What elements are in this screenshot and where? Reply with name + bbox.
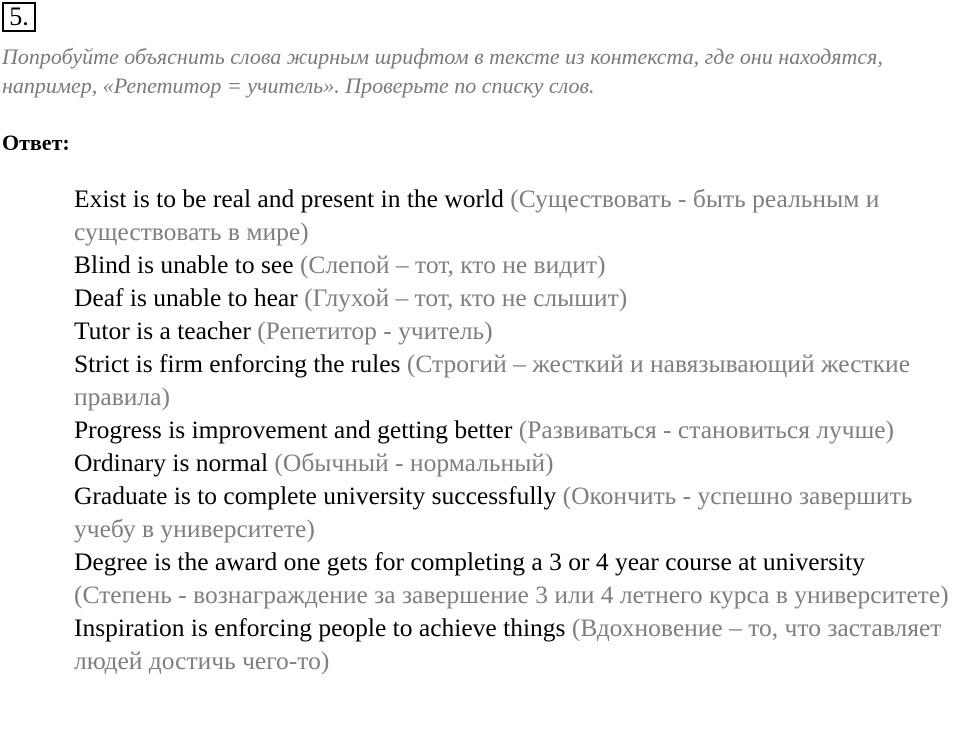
answer-entry	[74, 611, 960, 677]
english-definition: Deaf is unable to hear	[74, 283, 298, 312]
russian-translation: (Степень - вознаграждение за завершение 3 или 4 летнего курса в университете)	[74, 580, 949, 609]
answer-entry	[74, 413, 960, 446]
russian-translation: (Вдохновение – то, что заставляет людей достичь чего-то)	[74, 613, 942, 675]
english-definition: Graduate is to complete university successfully	[74, 481, 557, 510]
english-definition: Ordinary is normal	[74, 448, 269, 477]
russian-translation: (Существовать - быть реальным и существовать в мире)	[74, 184, 880, 246]
answer-entry	[74, 182, 960, 248]
russian-translation: (Строгий – жесткий и навязывающий жесткие правила)	[74, 349, 911, 411]
answer-label: Ответ:	[2, 130, 70, 155]
english-definition: Progress is improvement and getting better	[74, 415, 513, 444]
russian-translation: (Окончить - успешно завершить учебу в университете)	[74, 481, 913, 543]
answer-entry	[74, 281, 960, 314]
english-definition: Strict is firm enforcing the rules	[74, 349, 401, 378]
english-definition: Degree is the award one gets for completing a 3 or 4 year course at university	[74, 547, 865, 576]
russian-translation: (Обычный - нормальный)	[274, 448, 554, 477]
russian-translation: (Слепой – тот, кто не видит)	[299, 250, 606, 279]
answer-entry	[74, 446, 960, 479]
answer-entry	[74, 479, 960, 545]
instruction-text: Попробуйте объяснить слова жирным шрифтом в тексте из контекста, где они находятся, например, «Репетитор = учитель». Проверьте по списку слов.	[2, 44, 883, 98]
english-definition: Exist is to be real and present in the world	[74, 184, 504, 213]
russian-translation: (Глухой – тот, кто не слышит)	[304, 283, 628, 312]
russian-translation: (Репетитор - учитель)	[257, 316, 493, 345]
english-definition: Inspiration is enforcing people to achieve things	[74, 613, 566, 642]
answer-list	[74, 182, 960, 677]
answer-entry	[74, 545, 960, 611]
russian-translation: (Развиваться - становиться лучше)	[518, 415, 895, 444]
answer-entry	[74, 347, 960, 413]
answer-entry	[74, 314, 960, 347]
task-number: 5.	[2, 2, 36, 32]
english-definition: Blind is unable to see	[74, 250, 294, 279]
english-definition: Tutor is a teacher	[74, 316, 251, 345]
answer-entry	[74, 248, 960, 281]
